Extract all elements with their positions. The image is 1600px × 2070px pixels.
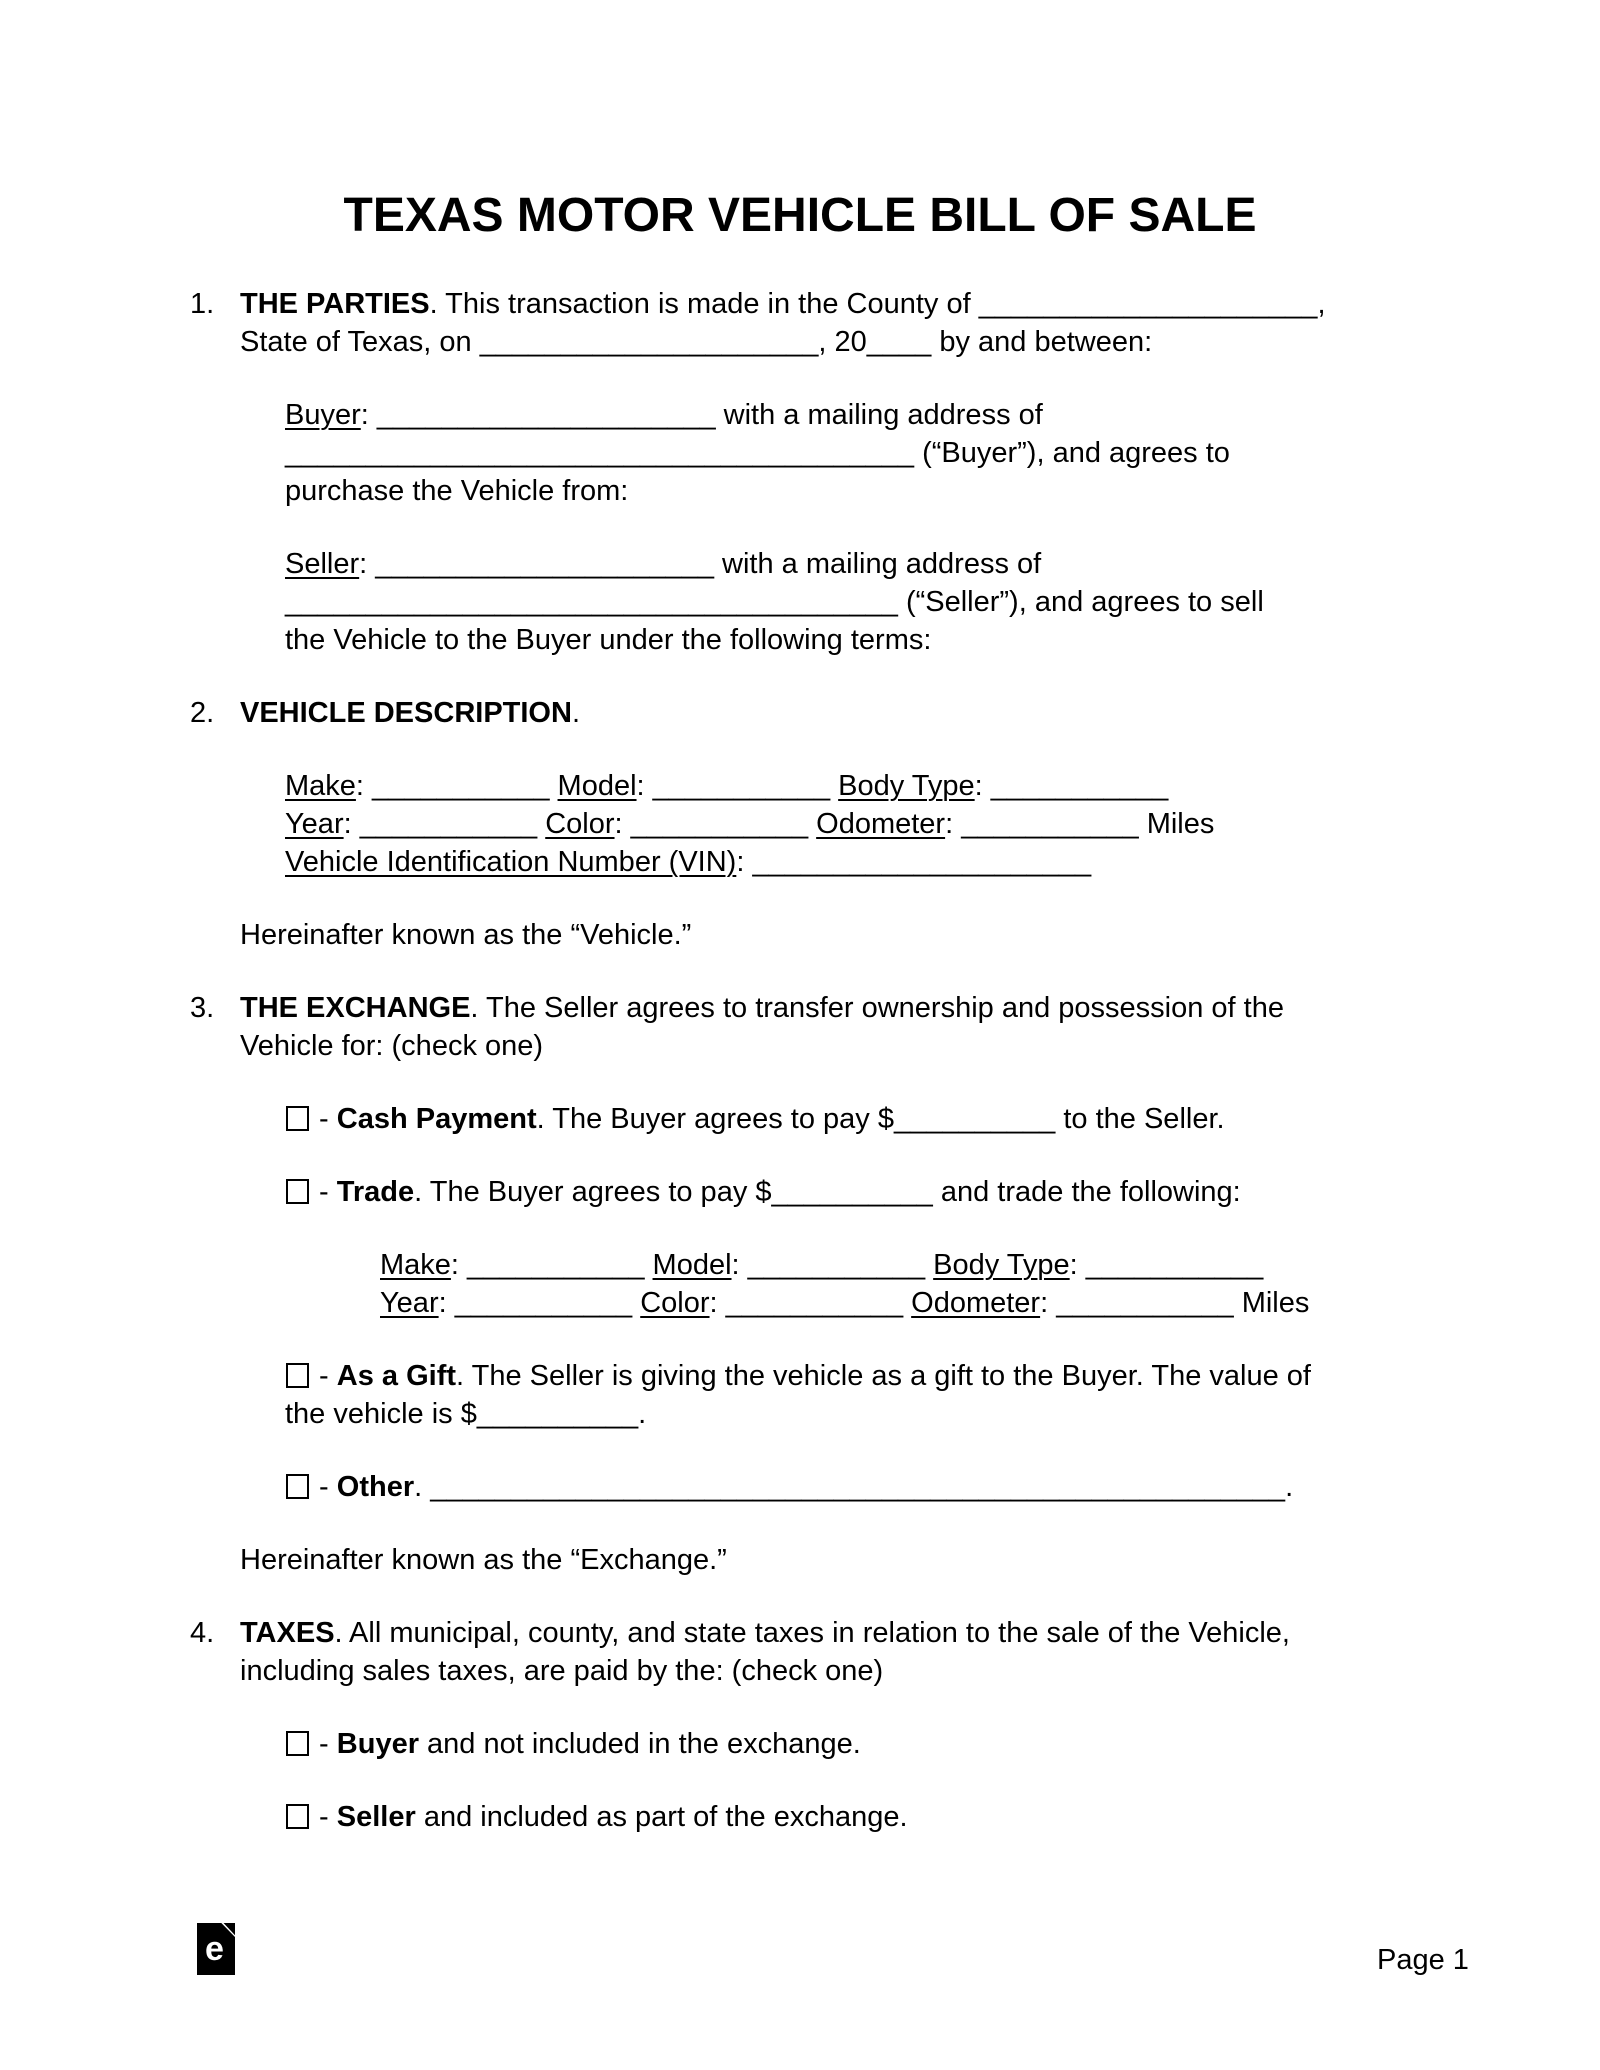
text-segment: Miles	[1233, 1287, 1310, 1319]
text-line	[285, 1173, 1600, 1211]
text-line	[240, 1027, 1600, 1065]
body-type-blank[interactable]: ___________	[990, 770, 1169, 802]
text-segment: :	[355, 770, 373, 802]
text-segment: :	[360, 399, 377, 431]
trade-make-blank[interactable]: ___________	[467, 1249, 645, 1281]
text-line	[240, 1541, 1600, 1579]
text-line	[240, 694, 1600, 732]
text-line	[285, 583, 1600, 621]
other-checkbox[interactable]	[286, 1474, 309, 1499]
text-segment: with a mailing address of	[713, 548, 1042, 580]
section-4-taxes-number: 4.	[190, 1617, 215, 1649]
vehicle-fields	[0, 767, 1600, 881]
seller-address-blank[interactable]: ______________________________________	[285, 586, 898, 618]
text-segment: purchase the Vehicle from:	[285, 475, 629, 507]
page-number: Page 1	[1377, 1944, 1469, 1976]
text-segment: :	[450, 1249, 468, 1281]
text-line	[285, 396, 1600, 434]
trade-body-type-blank[interactable]: ___________	[1085, 1249, 1264, 1281]
text-segment: Vehicle for: (check one)	[240, 1030, 544, 1062]
model-label: Model	[557, 770, 637, 802]
trade-option	[0, 1173, 1600, 1211]
text-segment: -	[311, 1360, 337, 1392]
text-line	[240, 323, 1600, 361]
make-label: Make	[285, 770, 356, 802]
text-segment	[644, 1249, 652, 1281]
trade-odometer-blank[interactable]: ___________	[1056, 1287, 1234, 1319]
text-line	[285, 1100, 1600, 1138]
text-segment: -	[311, 1176, 337, 1208]
text-line	[285, 1357, 1600, 1395]
color-blank[interactable]: ___________	[630, 808, 809, 840]
text-segment: with a mailing address of	[715, 399, 1043, 431]
text-segment: Hereinafter known as the “Exchange.”	[240, 1544, 727, 1576]
hereinafter-vehicle	[0, 916, 1600, 954]
gift-label: As a Gift	[336, 1360, 457, 1392]
model-blank[interactable]: ___________	[652, 770, 831, 802]
text-segment: to the Seller.	[1055, 1103, 1225, 1135]
text-segment: by and between:	[931, 326, 1153, 358]
gift-checkbox[interactable]	[286, 1363, 309, 1388]
date-blank[interactable]: _____________________	[479, 326, 819, 358]
text-line	[285, 767, 1600, 805]
eforms-logo-letter: e	[205, 1930, 224, 1968]
section-1-parties	[0, 285, 1600, 361]
buyer-paragraph	[0, 396, 1600, 510]
year-label: Year	[285, 808, 344, 840]
text-line	[240, 285, 1600, 323]
text-line	[240, 916, 1600, 954]
odometer-label: Odometer	[816, 808, 946, 840]
text-segment: :	[438, 1287, 455, 1319]
text-segment: and trade the following:	[932, 1176, 1241, 1208]
text-segment: .	[414, 1471, 431, 1503]
text-line	[240, 989, 1600, 1027]
other-description-blank[interactable]: _____________________________________________________	[430, 1471, 1286, 1503]
text-line	[285, 545, 1600, 583]
section-3-exchange	[0, 989, 1600, 1065]
text-segment: :	[709, 1287, 726, 1319]
trade-year-label: Year	[380, 1287, 439, 1319]
color-label: Color	[545, 808, 615, 840]
text-segment	[925, 1249, 933, 1281]
text-line	[240, 1652, 1600, 1690]
text-segment	[903, 1287, 911, 1319]
text-segment: :	[1069, 1249, 1086, 1281]
vin-label: Vehicle Identification Number (VIN)	[285, 846, 737, 878]
trade-make-label: Make	[380, 1249, 451, 1281]
county-blank[interactable]: _____________________	[978, 288, 1318, 320]
text-segment: the vehicle is $	[285, 1398, 477, 1430]
section-2-vehicle-description-number: 2.	[190, 697, 215, 729]
text-segment: :	[1040, 1287, 1057, 1319]
trade-checkbox[interactable]	[286, 1179, 309, 1204]
cash-amount-blank[interactable]: __________	[894, 1103, 1056, 1135]
text-segment	[808, 808, 816, 840]
text-segment: :	[974, 770, 991, 802]
text-segment: :	[343, 808, 360, 840]
text-segment: ,	[1317, 288, 1326, 320]
buyer-address-blank[interactable]: _______________________________________	[285, 437, 915, 469]
seller-label: Seller	[285, 548, 360, 580]
text-segment: -	[311, 1471, 337, 1503]
section-1-parties-number: 1.	[190, 288, 215, 320]
cash-payment-label: Cash Payment	[336, 1103, 537, 1135]
text-segment: . The Seller is giving the vehicle as a gift to the Buyer. The value of	[456, 1360, 1311, 1392]
text-segment: , 20	[818, 326, 867, 358]
make-blank[interactable]: ___________	[372, 770, 550, 802]
eforms-logo	[197, 1923, 235, 1975]
text-segment: and not included in the exchange.	[418, 1728, 861, 1760]
trade-body-type-label: Body Type	[933, 1249, 1070, 1281]
section-2-title: VEHICLE DESCRIPTION	[240, 697, 572, 729]
text-line	[285, 1395, 1600, 1433]
text-segment: . The Buyer agrees to pay $	[536, 1103, 894, 1135]
text-line	[285, 843, 1600, 881]
text-line	[285, 1468, 1600, 1506]
text-line	[285, 1798, 1600, 1836]
year-blank[interactable]: ____	[866, 326, 932, 358]
text-segment: -	[311, 1801, 337, 1833]
trade-year-blank[interactable]: ___________	[454, 1287, 633, 1319]
text-segment	[537, 808, 545, 840]
section-4-title: TAXES	[240, 1617, 335, 1649]
seller-name-blank[interactable]: _____________________	[375, 548, 714, 580]
gift-option	[0, 1357, 1600, 1433]
tax-seller-checkbox[interactable]	[286, 1804, 309, 1829]
text-segment: . The Seller agrees to transfer ownership and possession of the	[470, 992, 1284, 1024]
buyer-name-blank[interactable]: _____________________	[376, 399, 716, 431]
tax-buyer-option	[0, 1725, 1600, 1763]
vehicle-year-blank[interactable]: ___________	[359, 808, 538, 840]
text-segment: the Vehicle to the Buyer under the following terms:	[285, 624, 932, 656]
text-line	[285, 434, 1600, 472]
cash-payment-option	[0, 1100, 1600, 1138]
text-segment: .	[1285, 1471, 1294, 1503]
seller-paragraph	[0, 545, 1600, 659]
trade-color-label: Color	[640, 1287, 710, 1319]
section-3-title: THE EXCHANGE	[240, 992, 471, 1024]
tax-seller-option	[0, 1798, 1600, 1836]
text-segment: .	[571, 697, 580, 729]
trade-vehicle-fields	[0, 1246, 1600, 1322]
body-type-label: Body Type	[838, 770, 975, 802]
trade-label: Trade	[336, 1176, 415, 1208]
text-segment	[632, 1287, 640, 1319]
text-line	[285, 472, 1600, 510]
section-4-taxes	[0, 1614, 1600, 1690]
text-segment: -	[311, 1103, 337, 1135]
text-line	[285, 621, 1600, 659]
text-segment: :	[945, 808, 962, 840]
trade-model-blank[interactable]: ___________	[747, 1249, 926, 1281]
text-segment: Miles	[1138, 808, 1215, 840]
cash-payment-checkbox[interactable]	[286, 1106, 309, 1131]
text-line	[285, 805, 1600, 843]
document-title: TEXAS MOTOR VEHICLE BILL OF SALE	[343, 189, 1257, 242]
text-segment: :	[636, 770, 653, 802]
tax-buyer-label: Buyer	[336, 1728, 419, 1760]
text-segment: .	[638, 1398, 647, 1430]
vin-blank[interactable]: _____________________	[752, 846, 1092, 878]
text-segment	[830, 770, 838, 802]
document-body	[0, 285, 1600, 1836]
text-line	[380, 1284, 1600, 1322]
text-segment: including sales taxes, are paid by the: (check one)	[240, 1655, 884, 1687]
text-segment: (“Buyer”), and agrees to	[914, 437, 1230, 469]
gift-value-blank[interactable]: __________	[476, 1398, 639, 1430]
text-line	[240, 1614, 1600, 1652]
text-segment: Hereinafter known as the “Vehicle.”	[240, 919, 692, 951]
tax-buyer-checkbox[interactable]	[286, 1731, 309, 1756]
text-segment: :	[736, 846, 753, 878]
text-segment: . This transaction is made in the County of	[429, 288, 979, 320]
text-segment: and included as part of the exchange.	[415, 1801, 908, 1833]
text-segment: State of Texas, on	[240, 326, 480, 358]
odometer-blank[interactable]: ___________	[961, 808, 1139, 840]
text-segment: :	[731, 1249, 748, 1281]
trade-color-blank[interactable]: ___________	[725, 1287, 904, 1319]
section-3-exchange-number: 3.	[190, 992, 215, 1024]
text-segment	[549, 770, 557, 802]
other-label: Other	[336, 1471, 415, 1503]
tax-seller-label: Seller	[336, 1801, 416, 1833]
trade-odometer-label: Odometer	[911, 1287, 1041, 1319]
text-segment: . The Buyer agrees to pay $	[414, 1176, 772, 1208]
trade-model-label: Model	[652, 1249, 732, 1281]
buyer-label: Buyer	[285, 399, 361, 431]
section-1-title: THE PARTIES	[240, 288, 430, 320]
text-segment: :	[359, 548, 376, 580]
hereinafter-exchange	[0, 1541, 1600, 1579]
other-option	[0, 1468, 1600, 1506]
text-segment: :	[614, 808, 631, 840]
trade-amount-blank[interactable]: __________	[771, 1176, 933, 1208]
text-line	[380, 1246, 1600, 1284]
text-segment: . All municipal, county, and state taxes in relation to the sale of the Vehicle,	[334, 1617, 1290, 1649]
text-segment: (“Seller”), and agrees to sell	[897, 586, 1264, 618]
text-segment: -	[311, 1728, 337, 1760]
text-line	[285, 1725, 1600, 1763]
section-2-vehicle-description	[0, 694, 1600, 732]
